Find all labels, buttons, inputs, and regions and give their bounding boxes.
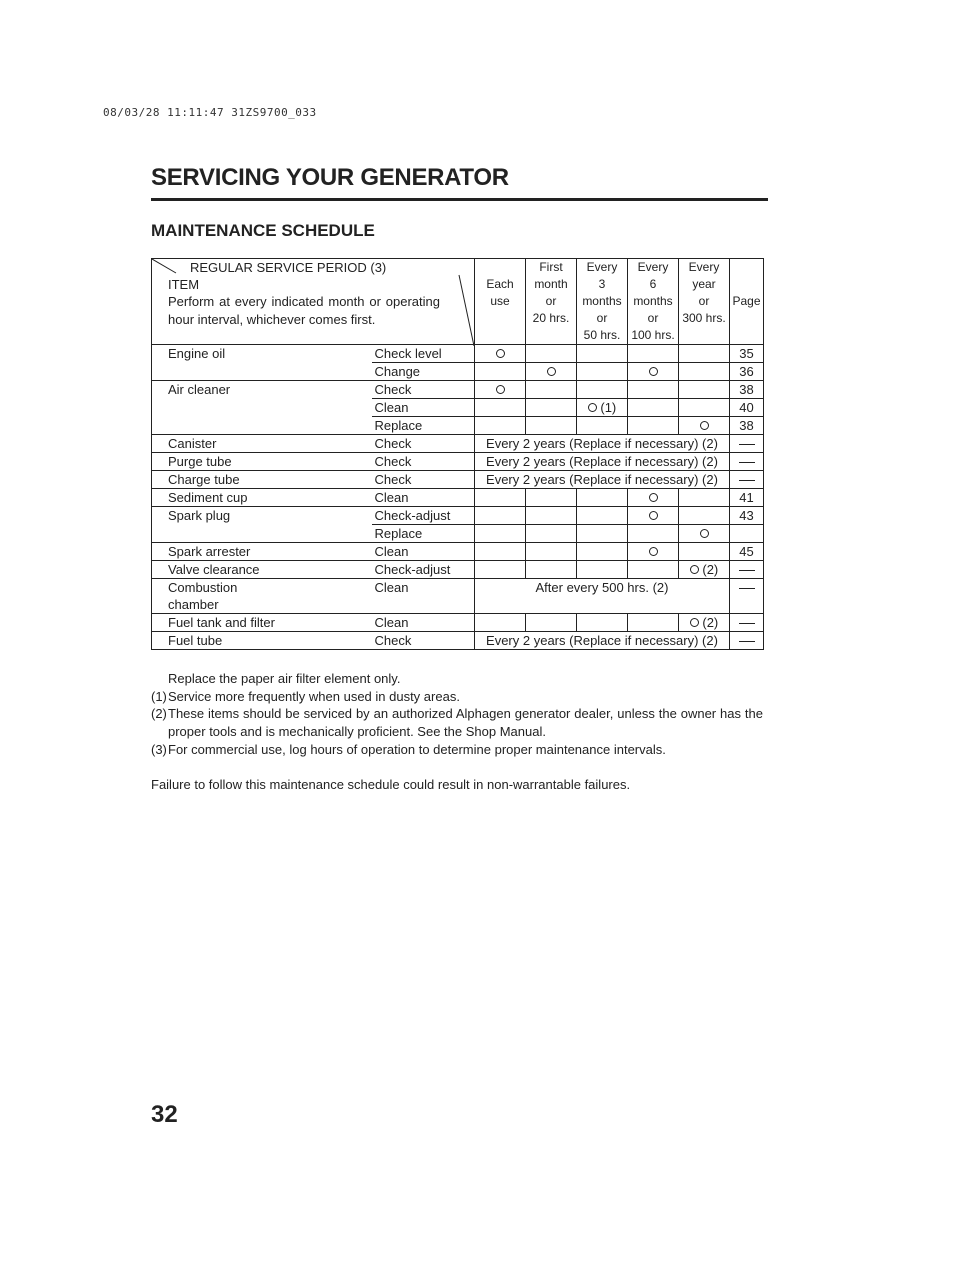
item-name: Spark plug [152,507,372,525]
table-row [152,345,764,363]
item-name: Purge tube [152,453,372,471]
dash-mark [739,623,755,624]
schedule-cell: (1) [577,399,628,417]
footnote-key: (1) [151,688,167,704]
table-row [152,453,764,471]
schedule-cell [475,399,526,417]
item-name: Spark arrester [152,543,372,561]
schedule-cell [679,399,730,417]
schedule-cell [475,561,526,579]
item-name: Air cleaner [152,381,372,399]
schedule-cell [679,417,730,435]
page-ref: 41 [730,489,764,507]
schedule-cell [577,561,628,579]
action-name: Clean [372,579,475,614]
item-name [152,525,372,543]
action-name: Clean [372,489,475,507]
item-name-line: Combustion [168,580,238,595]
section-title: MAINTENANCE SCHEDULE [151,221,375,240]
page-ref: 38 [730,417,764,435]
table-row [152,507,764,525]
footnote-text: These items should be serviced by an authorized Alphagen generator dealer, unless the owner has the proper tools and is mechanically proficient. See the Shop Manual. [168,706,763,740]
schedule-cell [577,417,628,435]
page-ref [730,453,764,471]
page-number: 32 [151,1101,178,1128]
dash-mark [739,641,755,642]
service-mark-icon [649,493,658,502]
schedule-cell [679,507,730,525]
item-name: Engine oil [152,345,372,363]
schedule-cell [475,507,526,525]
action-name: Check [372,632,475,650]
table-row [152,417,764,435]
interval-note: Every 2 years (Replace if necessary) (2) [475,471,730,489]
service-mark-icon [649,511,658,520]
action-name: Clean [372,614,475,632]
schedule-cell [628,417,679,435]
action-name: Check [372,381,475,399]
item-name [152,363,372,381]
print-stamp: 08/03/28 11:11:47 31ZS9700_033 [103,106,317,119]
schedule-cell [577,363,628,381]
page-ref [730,435,764,453]
action-name: Check-adjust [372,507,475,525]
interval-note: Every 2 years (Replace if necessary) (2) [475,632,730,650]
header-corner-cell [152,259,475,345]
schedule-cell [577,543,628,561]
page-ref: 43 [730,507,764,525]
action-name: Replace [372,525,475,543]
item-name: Charge tube [152,471,372,489]
footnote [151,688,763,706]
schedule-cell [526,345,577,363]
schedule-cell [577,507,628,525]
schedule-cell [679,345,730,363]
service-mark-icon [700,529,709,538]
period-column-header: Every 6 months or 100 hrs. [628,259,679,345]
dash-mark [739,444,755,445]
footnote [151,670,763,688]
table-row [152,543,764,561]
schedule-cell [526,489,577,507]
dash-mark [739,588,755,589]
schedule-cell [577,614,628,632]
table-row [152,363,764,381]
item-name: Valve clearance [152,561,372,579]
table-row [152,632,764,650]
schedule-cell [577,489,628,507]
schedule-cell [526,417,577,435]
item-name: Canister [152,435,372,453]
footnote-text: Service more frequently when used in dusty areas. [168,688,460,704]
interval-note: After every 500 hrs. (2) [475,579,730,614]
schedule-cell [679,489,730,507]
service-mark-icon [690,565,699,574]
title-divider [151,198,768,201]
schedule-cell [628,543,679,561]
schedule-cell [526,543,577,561]
schedule-cell [577,525,628,543]
action-name: Change [372,363,475,381]
table-row [152,561,764,579]
page-ref [730,525,764,543]
service-period-label: REGULAR SERVICE PERIOD (3) [190,260,387,275]
table-row [152,525,764,543]
schedule-cell [526,399,577,417]
footnote-text: For commercial use, log hours of operation to determine proper maintenance intervals. [168,741,666,757]
table-row [152,579,764,614]
schedule-cell [628,381,679,399]
action-name: Check-adjust [372,561,475,579]
schedule-cell [628,561,679,579]
item-name [152,417,372,435]
page-ref [730,561,764,579]
item-name: Fuel tank and filter [152,614,372,632]
schedule-cell [628,345,679,363]
schedule-cell [679,543,730,561]
service-mark-icon [547,367,556,376]
schedule-cell [679,363,730,381]
item-name [152,399,372,417]
page-ref [730,632,764,650]
interval-note: Every 2 years (Replace if necessary) (2) [475,453,730,471]
service-mark-icon [649,367,658,376]
table-row [152,614,764,632]
schedule-cell [577,345,628,363]
service-mark-icon [649,547,658,556]
table-row [152,489,764,507]
item-label: ITEM [168,277,200,292]
page-ref [730,579,764,614]
footnote [151,741,763,759]
schedule-cell [526,381,577,399]
action-name: Check level [372,345,475,363]
page-ref: 35 [730,345,764,363]
schedule-cell [475,614,526,632]
schedule-cell [526,561,577,579]
schedule-cell [475,381,526,399]
schedule-cell [526,614,577,632]
action-name: Check [372,453,475,471]
schedule-cell [475,345,526,363]
schedule-cell [526,525,577,543]
page-ref [730,614,764,632]
table-row [152,399,764,417]
page-ref: 45 [730,543,764,561]
action-name: Check [372,435,475,453]
schedule-cell [577,381,628,399]
schedule-cell [475,489,526,507]
schedule-cell [475,417,526,435]
footnote-key: (3) [151,741,167,757]
page-column-header: Page [730,259,764,345]
page-ref: 36 [730,363,764,381]
table-row [152,381,764,399]
service-mark-icon [690,618,699,627]
footnote-text: Replace the paper air filter element only. [168,671,401,686]
service-mark-icon [496,349,505,358]
schedule-cell [679,381,730,399]
footnotes [151,670,763,759]
service-mark-icon [588,403,597,412]
action-name: Check [372,471,475,489]
instruction-text: Perform at every indicated month or operating hour interval, whichever comes first. [168,294,440,327]
dash-mark [739,480,755,481]
service-mark-icon [700,421,709,430]
action-name: Replace [372,417,475,435]
page-ref: 40 [730,399,764,417]
service-mark-icon [496,385,505,394]
schedule-cell [526,507,577,525]
dash-mark [739,570,755,571]
schedule-cell [628,507,679,525]
table-body [152,345,764,650]
item-name: Sediment cup [152,489,372,507]
period-column-header: Every 3 months or 50 hrs. [577,259,628,345]
warning-text: Failure to follow this maintenance schedule could result in non-warrantable failures. [151,777,631,792]
item-name-line: chamber [168,597,219,612]
schedule-cell [628,489,679,507]
period-column-header: First month or 20 hrs. [526,259,577,345]
period-column-header: Every year or 300 hrs. [679,259,730,345]
schedule-cell [679,525,730,543]
period-column-header: Each use [475,259,526,345]
schedule-cell [475,525,526,543]
schedule-cell [475,363,526,381]
schedule-cell [628,363,679,381]
page-ref [730,471,764,489]
dash-mark [739,462,755,463]
action-name: Clean [372,543,475,561]
footnote [151,705,763,740]
schedule-cell [628,525,679,543]
schedule-cell: (2) [679,561,730,579]
schedule-cell: (2) [679,614,730,632]
item-name: Fuel tube [152,632,372,650]
page-title: SERVICING YOUR GENERATOR [151,164,509,191]
table-row [152,435,764,453]
table-header-row [152,259,764,345]
maintenance-schedule-table [151,258,764,650]
table-row [152,471,764,489]
interval-note: Every 2 years (Replace if necessary) (2) [475,435,730,453]
action-name: Clean [372,399,475,417]
page-ref: 38 [730,381,764,399]
footnote-key: (2) [151,706,167,722]
schedule-cell [526,363,577,381]
schedule-cell [628,399,679,417]
schedule-cell [475,543,526,561]
item-name [152,579,372,614]
schedule-cell [628,614,679,632]
